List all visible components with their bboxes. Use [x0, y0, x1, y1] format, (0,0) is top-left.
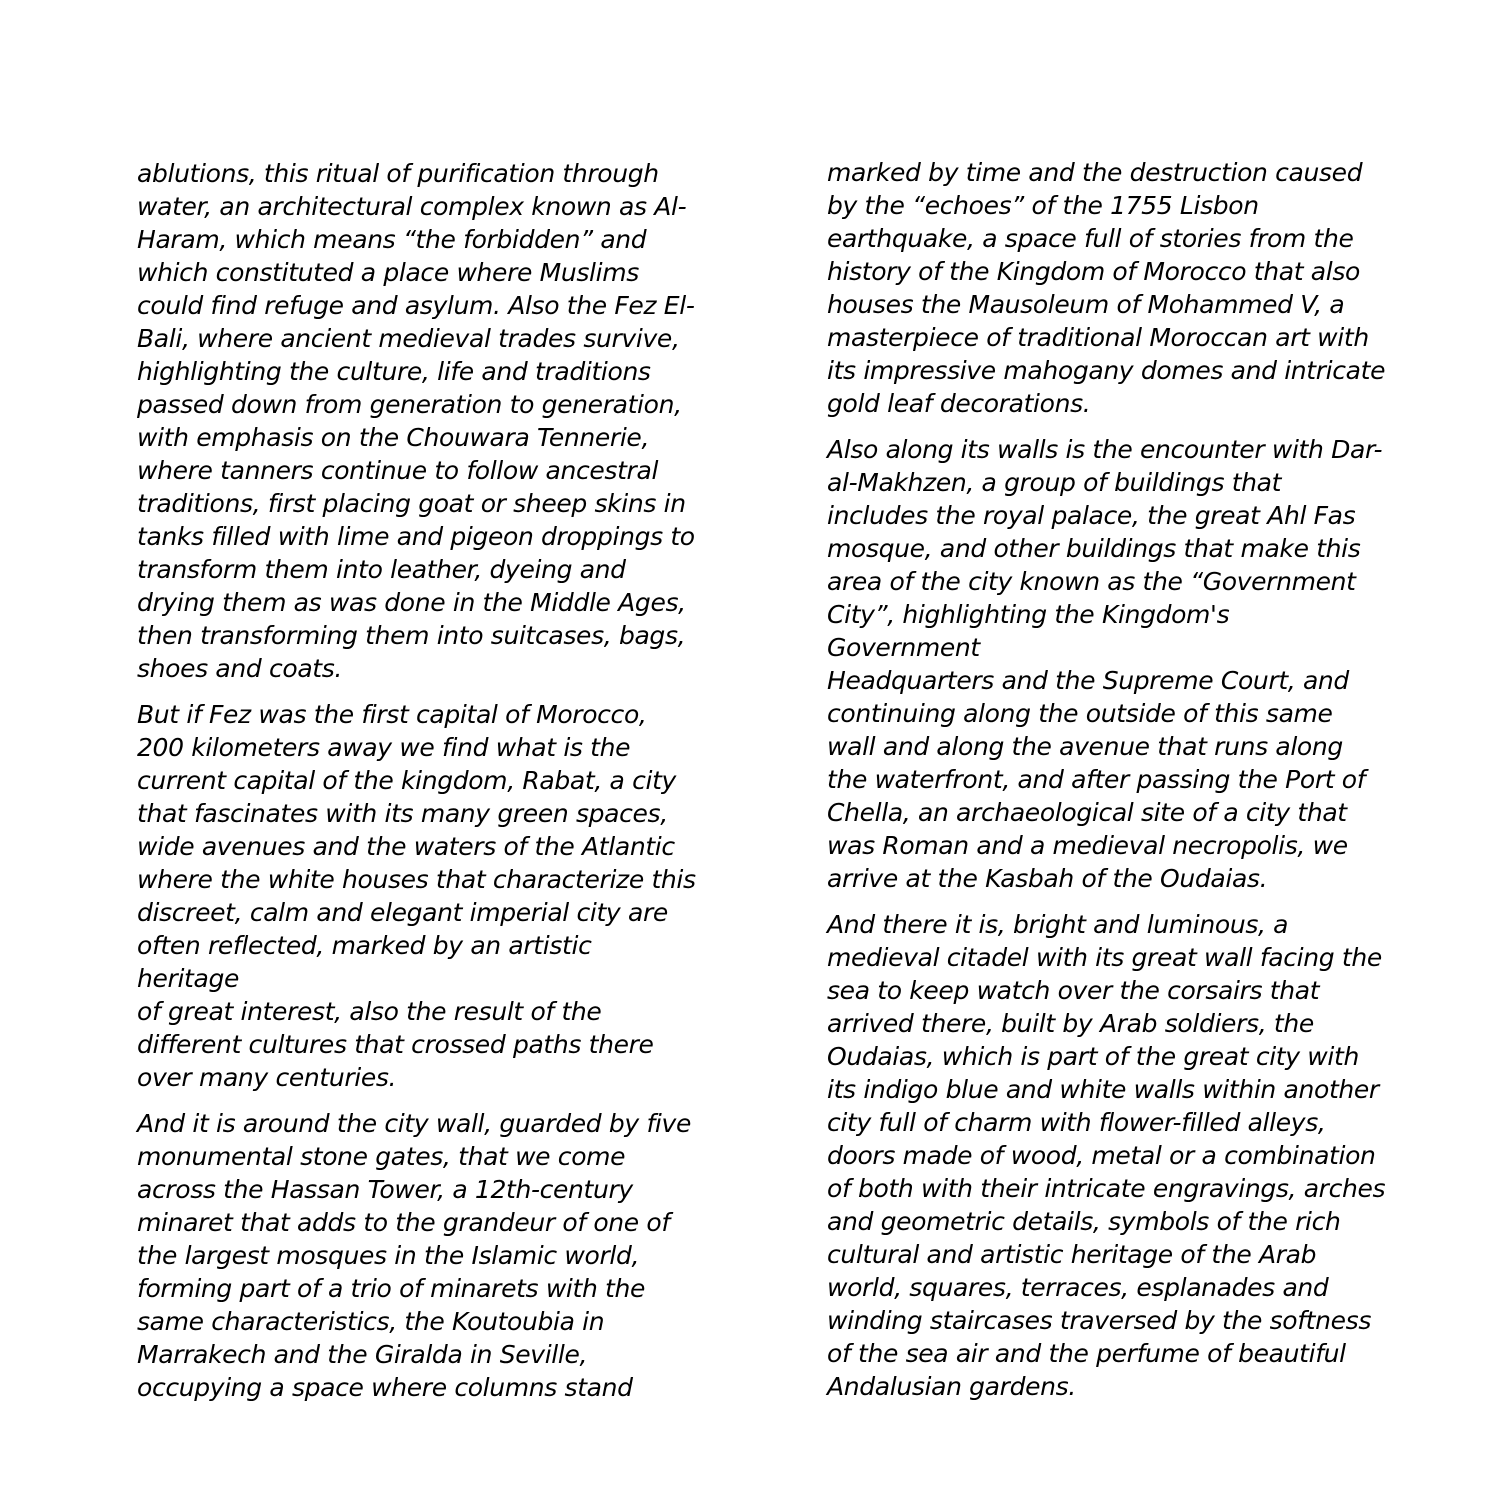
paragraph-mausoleum: marked by time and the destruction caused by the “echoes” of the 1755 Lisbon earthquake, a space full of stories from the history of the Kingdom of Morocco that also houses the Mausoleum of Mohammed V, a masterpiece of traditional Moroccan art with its impressive mahogany domes and intricate gold leaf decorations. — [827, 158, 1386, 418]
paragraph-ablutions: ablutions, this ritual of purification through water, an architectural complex known as Al- Haram, which means “the forbidden” and which constituted a place where Muslims could find refuge and asylum. Also the Fez El- Bali, where ancient medieval trades survive, highlighting the culture, life and traditions passed down from generation to generation, with emphasis on the Chouwara Tennerie, where tanners continue to follow ancestral traditions, first placing goat or sheep skins in tanks filled with lime and pigeon droppings to transform them into leather, dyeing and drying them as was done in the Middle Ages, then transforming them into suitcases, bags, shoes and coats. — [137, 159, 695, 683]
paragraph-kasbah-oudaias: And there it is, bright and luminous, a medieval citadel with its great wall facing the sea to keep watch over the corsairs that arrived there, built by Arab soldiers, the Oudaias, which is part of the great city with its indigo blue and white walls within another city full of charm with flower-filled alleys, doors made of wood, metal or a combination of both with their intricate engravings, arches and geometric details, symbols of the rich cultural and artistic heritage of the Arab world, squares, terraces, esplanades and winding staircases traversed by the softness of the sea air and the perfume of beautiful Andalusian gardens. — [827, 910, 1386, 1401]
paragraph-hassan-tower: And it is around the city wall, guarded by five monumental stone gates, that we come across the Hassan Tower, a 12th-century minaret that adds to the grandeur of one of the largest mosques in the Islamic world, forming part of a trio of minarets with the same characteristics, the Koutoubia in Marrakech and the Giralda in Seville, occupying a space where columns stand — [137, 1109, 691, 1402]
paragraph-rabat-capital: But if Fez was the first capital of Morocco, 200 kilometers away we find what is the current capital of the kingdom, Rabat, a city that fascinates with its many green spaces, wide avenues and the waters of the Atlantic where the white houses that characterize this discreet, calm and elegant imperial city are often reflected, marked by an artistic heritage of great interest, also the result of the different cultures that crossed paths there over many centuries. — [137, 700, 696, 1092]
paragraph-dar-al-makhzen: Also along its walls is the encounter with Dar- al-Makhzen, a group of buildings that includes the royal palace, the great Ahl Fas mosque, and other buildings that make this area of the city known as the “Government City”, highlighting the Kingdom's Government Headquarters and the Supreme Court, and continuing along the outside of this same wall and along the avenue that runs along the waterfront, and after passing the Port of Chella, an archaeological site of a city that was Roman and a medieval necropolis, we arrive at the Kasbah of the Oudaias. — [827, 435, 1383, 893]
right-text-column — [827, 156, 1387, 1416]
left-text-column — [137, 157, 697, 1417]
